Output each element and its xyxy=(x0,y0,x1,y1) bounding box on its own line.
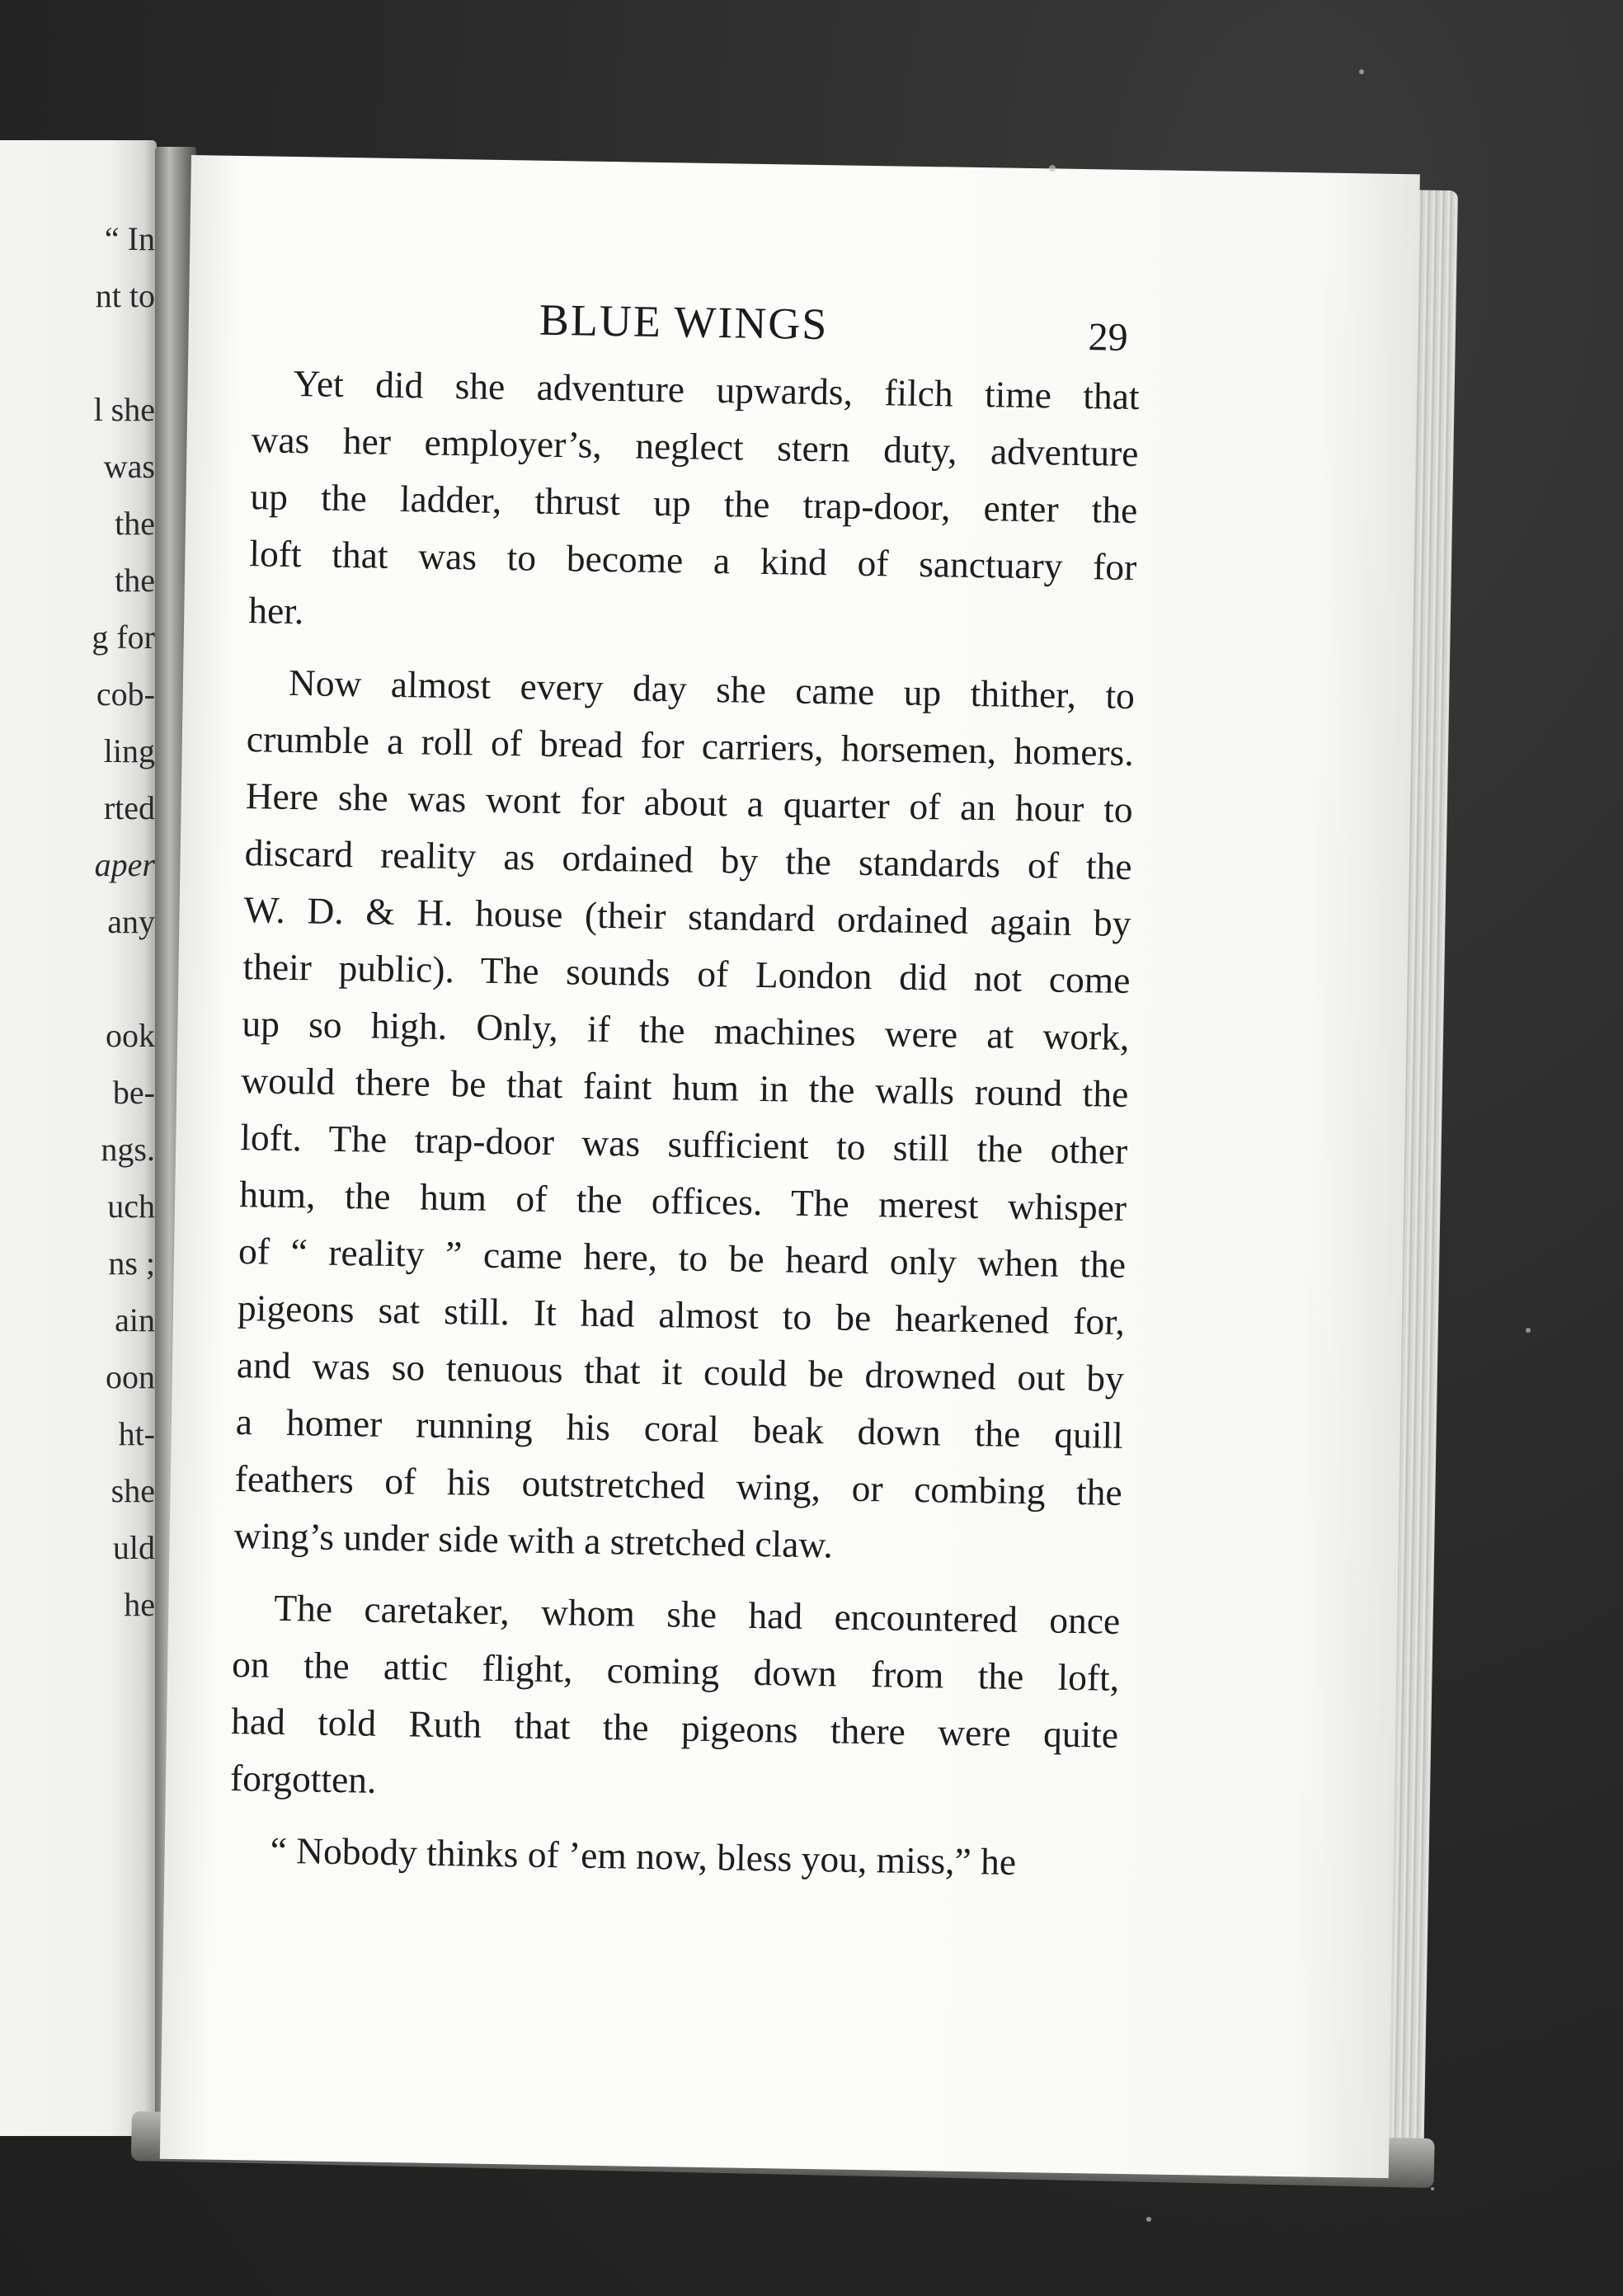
text-line: loft. The trap-door was sufficient to still the other xyxy=(239,1116,1128,1172)
left-page-line: ns ; xyxy=(108,1244,155,1282)
left-page-line: aper xyxy=(94,846,155,883)
left-page-line: oon xyxy=(106,1358,155,1395)
text-line: The caretaker, whom she had encountered once xyxy=(273,1586,1121,1642)
left-page-line: l she xyxy=(93,391,155,428)
text-line: wing’s under side with a stretched claw. xyxy=(233,1514,834,1566)
left-page-line: she xyxy=(111,1472,155,1509)
left-page-line: ain xyxy=(115,1301,155,1339)
paragraph xyxy=(230,1578,1121,1820)
text-line: their public). The sounds of London did not come xyxy=(242,945,1131,1002)
text-line: had told Ruth that the pigeons there were quite xyxy=(230,1699,1119,1756)
text-line: pigeons sat still. It had almost to be hearkened for, xyxy=(237,1287,1126,1343)
paragraph xyxy=(248,354,1140,652)
text-line: discard reality as ordained by the standards of the xyxy=(244,831,1132,888)
left-page-line: nt to xyxy=(95,277,155,314)
body-text xyxy=(228,354,1140,1892)
page-number: 29 xyxy=(1088,315,1129,360)
left-page-line: g for xyxy=(92,619,155,656)
text-line: W. D. & H. house (their standard ordained again by xyxy=(243,888,1131,945)
dust-speck xyxy=(1146,2217,1151,2222)
text-line: up the ladder, thrust up the trap-door, enter the xyxy=(250,475,1138,532)
text-line: hum, the hum of the offices. The merest whisper xyxy=(238,1173,1127,1229)
left-page-line: the xyxy=(115,505,155,542)
text-line: her. xyxy=(247,589,304,633)
left-page-line: was xyxy=(103,448,155,485)
text-line: crumble a roll of bread for carriers, horsemen, homers. xyxy=(246,718,1135,774)
left-page-line: uch xyxy=(107,1188,155,1225)
text-line: a homer running his coral beak down the quill xyxy=(235,1400,1124,1456)
left-page-line: the xyxy=(115,562,155,599)
left-page-line: any xyxy=(107,903,155,940)
text-line: Now almost every day she came up thither, to xyxy=(288,661,1136,718)
dust-speck xyxy=(1359,69,1364,74)
left-page-line: ht- xyxy=(118,1415,155,1452)
left-page-line: he xyxy=(124,1586,155,1623)
left-page-line: uld xyxy=(112,1529,155,1566)
left-page-line: “ In xyxy=(104,220,155,257)
text-line: “ Nobody thinks of ’em now, bless you, miss,” he xyxy=(270,1828,1017,1883)
dust-speck xyxy=(1431,2187,1434,2190)
left-page xyxy=(0,140,157,2136)
text-line: and was so tenuous that it could be drowned out by xyxy=(236,1343,1125,1400)
left-page-line: rted xyxy=(103,789,155,826)
text-line: was her employer’s, neglect stern duty, adventure xyxy=(251,418,1139,475)
text-line: of “ reality ” came here, to be heard only when the xyxy=(238,1230,1127,1286)
left-page-line: ngs. xyxy=(101,1131,155,1168)
right-page xyxy=(160,155,1420,2178)
text-line: up so high. Only, if the machines were at work, xyxy=(242,1002,1130,1058)
text-line: loft that was to become a kind of sanctuary for xyxy=(249,532,1137,589)
text-line: Yet did she adventure upwards, filch time that xyxy=(293,361,1140,418)
text-line: would there be that faint hum in the walls round the xyxy=(240,1059,1129,1115)
dust-speck xyxy=(1526,1328,1531,1333)
left-page-line: ling xyxy=(103,732,155,769)
text-line: forgotten. xyxy=(229,1756,377,1801)
running-head: BLUE WINGS xyxy=(539,294,829,350)
text-line: Here she was wont for about a quarter of an hour to xyxy=(245,774,1134,831)
text-line: feathers of his outstretched wing, or combing the xyxy=(234,1457,1123,1513)
paragraph xyxy=(233,653,1135,1578)
left-page-line: ook xyxy=(106,1017,155,1054)
left-page-line: be- xyxy=(112,1074,155,1111)
dust-speck xyxy=(1049,165,1056,172)
left-page-line: cob- xyxy=(96,675,155,713)
text-line: on the attic flight, coming down from the loft, xyxy=(231,1643,1120,1699)
